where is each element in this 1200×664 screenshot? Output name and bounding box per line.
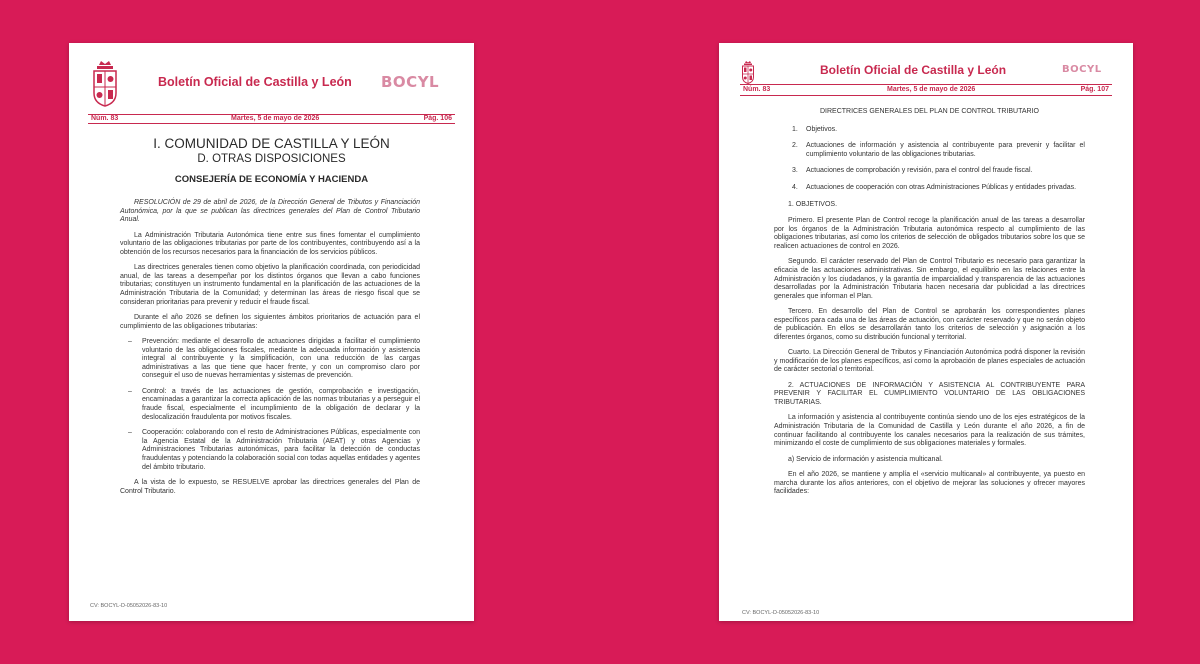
bulletin-title: Boletín Oficial de Castilla y León (158, 75, 352, 89)
subheader-rule (740, 95, 1112, 96)
bocyl-logo: BOCYL (1062, 64, 1102, 75)
paragraph: Tercero. En desarrollo del Plan de Control se aprobarán los correspondientes planes específicos para cada una de las áreas de actuación, con carácter reservado y que no serán objeto de publicación. En ellos se desarrollarán tanto los criterios de selección y asignación a los diferentes órganos, como su distribución funcional y territorial. (774, 308, 1085, 341)
coat-of-arms-icon (741, 60, 755, 84)
document-page-107 (719, 43, 1133, 621)
subheader-rule (88, 123, 455, 124)
list-item: 3. Actuaciones de comprobación y revisión, para el control del fraude fiscal. (792, 167, 1033, 175)
issue-date: Martes, 5 de mayo de 2026 (887, 86, 976, 93)
bocyl-logo: BOCYL (381, 73, 440, 91)
paragraph: A la vista de lo expuesto, se RESUELVE aprobar las directrices generales del Plan de Control Tributario. (120, 479, 420, 495)
document-page-106 (69, 43, 474, 621)
page-number: Pág. 107 (1080, 86, 1109, 93)
paragraph: Primero. El presente Plan de Control recoge la planificación anual de las tareas a desarrollar por los órganos de la Administración Tributaria autonómica respecto al cumplimiento de las obligaciones tributarias, así como los criterios de selección de obligados tributarios sobre los que se realicen actuaciones de control en 2026. (774, 217, 1085, 250)
paragraph: La información y asistencia al contribuyente continúa siendo uno de los ejes estratégicos de la Administración Tributaria de la Comunidad de Castilla y León durante el año 2026, a fin de continuar facilitando al contribuyente los canales necesarios para la realización de sus trámites, minimizando el coste de cumplimiento de sus obligaciones materiales y formales. (774, 414, 1085, 448)
section-heading: 2. ACTUACIONES DE INFORMACIÓN Y ASISTENCIA AL CONTRIBUYENTE PARA PREVENIR Y FACILITAR EL CUMPLIMIENTO VOLUNTARIO DE LAS OBLIGACIONES TRIBUTARIAS. (774, 381, 1085, 407)
list-item: – Prevención: mediante el desarrollo de actuaciones dirigidas a facilitar el cumplimiento voluntario de las obligaciones fiscales, mediante la adecuada información y asistencia integral al contribuyente y la simplificación, con una reducción de las cargas administrativas a las que tiene que hacer frente, y con un compromiso claro por conseguir el uso de nuevas herramientas y sistemas de prevención. (128, 337, 420, 380)
document-title: DIRECTRICES GENERALES DEL PLAN DE CONTROL TRIBUTARIO (820, 108, 1039, 115)
paragraph: Las directrices generales tienen como objetivo la planificación coordinada, con periodicidad anual, de las tareas a desempeñar por los distintos órganos que llevan a cabo funciones tributarias; constituyen un instrumento fundamental en la planificación de las actuaciones de la Administración Tributaria de la Comunidad; y determinan las áreas de riesgo fiscal que se consideran prioritarias para prevenir y reducir el fraude fiscal. (120, 264, 420, 306)
coat-of-arms-icon (91, 59, 119, 107)
section-heading: 1. OBJETIVOS. (788, 200, 838, 208)
list-item: 1. Objetivos. (792, 125, 838, 133)
issue-date: Martes, 5 de mayo de 2026 (231, 115, 320, 122)
heading-section: D. OTRAS DISPOSICIONES (197, 153, 346, 165)
paragraph: En el año 2026, se mantiene y amplía el «servicio multicanal» al contribuyente, ya puesto en marcha durante los años anteriores, con el objetivo de mejorar las soluciones y ofrecer mayores facilidades: (774, 470, 1085, 496)
paragraph: La Administración Tributaria Autonómica tiene entre sus fines fomentar el cumplimiento voluntario de las obligaciones tributarias por parte de los contribuyentes, contribuyendo así a la obtención de los recursos necesarios para la financiación de los servicios públicos. (120, 231, 420, 256)
heading-ministry: CONSEJERÍA DE ECONOMÍA Y HACIENDA (174, 174, 369, 185)
resolution-paragraph: RESOLUCIÓN de 29 de abril de 2026, de la Dirección General de Tributos y Financiación Autonómica, por la que se publican las directrices generales del Plan de Control Tributario Anual. (120, 199, 420, 224)
list-item: 4. Actuaciones de cooperación con otras Administraciones Públicas y entidades privadas. (792, 183, 1077, 191)
document-body (774, 108, 1085, 504)
verification-code: CV: BOCYL-D-05052026-83-10 (90, 603, 168, 609)
bullet-text: Control: a través de las actuaciones de gestión, comprobación e investigación, encaminadas a garantizar la correcta aplicación de las normas tributarias y a perseguir el fraude fiscal, especialmente el incumplimiento de la obligación de declarar y la deslocalización fraudulenta por motivos fiscales. (142, 387, 420, 421)
header-rule (740, 84, 1112, 85)
paragraph: Durante el año 2026 se definen los siguientes ámbitos prioritarios de actuación para el cumplimiento de las obligaciones tributarias: (120, 313, 420, 330)
heading-community: I. COMUNIDAD DE CASTILLA Y LEÓN (153, 136, 390, 151)
paragraph: Cuarto. La Dirección General de Tributos y Financiación Autonómica podrá disponer la revisión y modificación de los planes específicos, así como la aprobación de planes especiales de actuación de carácter sectorial o territorial. (774, 349, 1085, 374)
paragraph: a) Servicio de información y asistencia multicanal. (788, 455, 943, 463)
list-item: – Control: a través de las actuaciones de gestión, comprobación e investigación, encaminadas a garantizar la correcta aplicación de las normas tributarias y a perseguir el fraude fiscal, especialmente el incumplimiento de la obligación de declarar y la deslocalización fraudulenta por motivos fiscales. (128, 387, 420, 421)
bulletin-title: Boletín Oficial de Castilla y León (820, 63, 1007, 77)
paragraph: Segundo. El carácter reservado del Plan de Control Tributario es necesario para garantizar la eficacia de las actuaciones administrativas. Sin embargo, el equilibrio en las relaciones entre la Administración y los ciudadanos, y la garantía de imparcialidad y transparencia de las actuaciones desarrolladas por la Administración Tributaria hacen necesaria dar publicidad a las directrices generales que informan el Plan. (774, 258, 1085, 300)
issue-number: Núm. 83 (743, 86, 771, 93)
list-item: 2. Actuaciones de información y asistencia al contribuyente para prevenir y facilitar el cumplimiento voluntario de las obligaciones tributarias. (792, 142, 1085, 158)
issue-number: Núm. 83 (91, 115, 119, 122)
list-item: – Cooperación: colaborando con el resto de Administraciones Públicas, especialmente con la Agencia Estatal de la Administración Tributaria (AEAT) y otras Agencias y Administraciones Tributarias autonómicas, para facilitar la detección de conductas fraudulentas y potenciando la colaboración social con todas aquellas entidades y agentes del ámbito tributario. (128, 429, 420, 471)
document-body (120, 199, 420, 503)
index-list (774, 126, 1085, 193)
bullet-text: Prevención: mediante el desarrollo de actuaciones dirigidas a facilitar el cumplimiento voluntario de las obligaciones fiscales, mediante la adecuada información y asistencia integral al contribuyente y la simplificación, con una reducción de las cargas administrativas a las que tiene que hacer frente, y con un compromiso claro por conseguir el uso de nuevas herramientas y sistemas de prevención. (142, 337, 420, 380)
verification-code: CV: BOCYL-D-05052026-83-10 (742, 610, 820, 616)
page-number: Pág. 106 (423, 115, 452, 122)
bullet-text: Cooperación: colaborando con el resto de Administraciones Públicas, especialmente con la Agencia Estatal de la Administración Tributaria (AEAT) y otras Agencias y Administraciones Tributarias autonómicas, para facilitar la detección de conductas fraudulentas y potenciando la colaboración social con todas aquellas entidades y agentes del ámbito tributario. (142, 429, 420, 471)
